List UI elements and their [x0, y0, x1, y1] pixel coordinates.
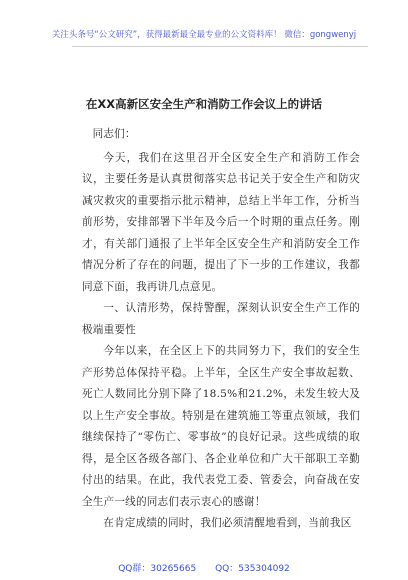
greeting: 同志们：	[92, 128, 136, 140]
footer	[0, 561, 408, 574]
paragraph-continued: 在肯定成绩的同时，我们必须清醒地看到，当前我区	[103, 517, 352, 529]
footer-qq-group: QQ群：30265665	[118, 564, 197, 574]
section-heading: 一、认清形势，保持警醒，深刻认识安全生产工作的极端重要性	[82, 302, 360, 336]
paragraph-intro: 今天，我们在这里召开全区安全生产和消防工作会议，主要任务是认真贯彻落实总书记关于安全生产和防灾减灾救灾的重要指示批示精神，总结上半年工作，分析当前形势，安排部署下半年及今后一个时期的重点任务。刚才，有关部门通报了上半年全区安全生产和消防安全工作情况分析了存在的问题，提出了下一步的工作建议，我都同意下面，我再讲几点意见。	[82, 151, 360, 293]
paragraph-achievements: 今年以来，在全区上下的共同努力下，我们的安全生产形势总体保持平稳。上半年，全区生产安全事故起数、死亡人数同比分别下降了18.5%和21.2%，未发生较大及以上生产安全事故。特别是在建筑施工等重点领域，我们继续保持了“零伤亡、零事故”的良好记录。这些成绩的取得，是全区各级各部门、各企业单位和广大干部职工辛勤付出的结果。在此，我代表党工委、管委会，向奋战在安全生产一线的同志们表示衷心的感谢！	[82, 345, 360, 508]
top-banner: 关注头条号“公文研究”，获得最新最全最专业的公文资料库！ 微信：gongwenyj	[51, 30, 357, 40]
header-divider	[72, 46, 368, 47]
document-title: 在XX高新区安全生产和消防工作会议上的讲话	[85, 97, 323, 111]
document-body	[82, 120, 360, 535]
footer-qq: QQ：535304092	[215, 564, 290, 574]
